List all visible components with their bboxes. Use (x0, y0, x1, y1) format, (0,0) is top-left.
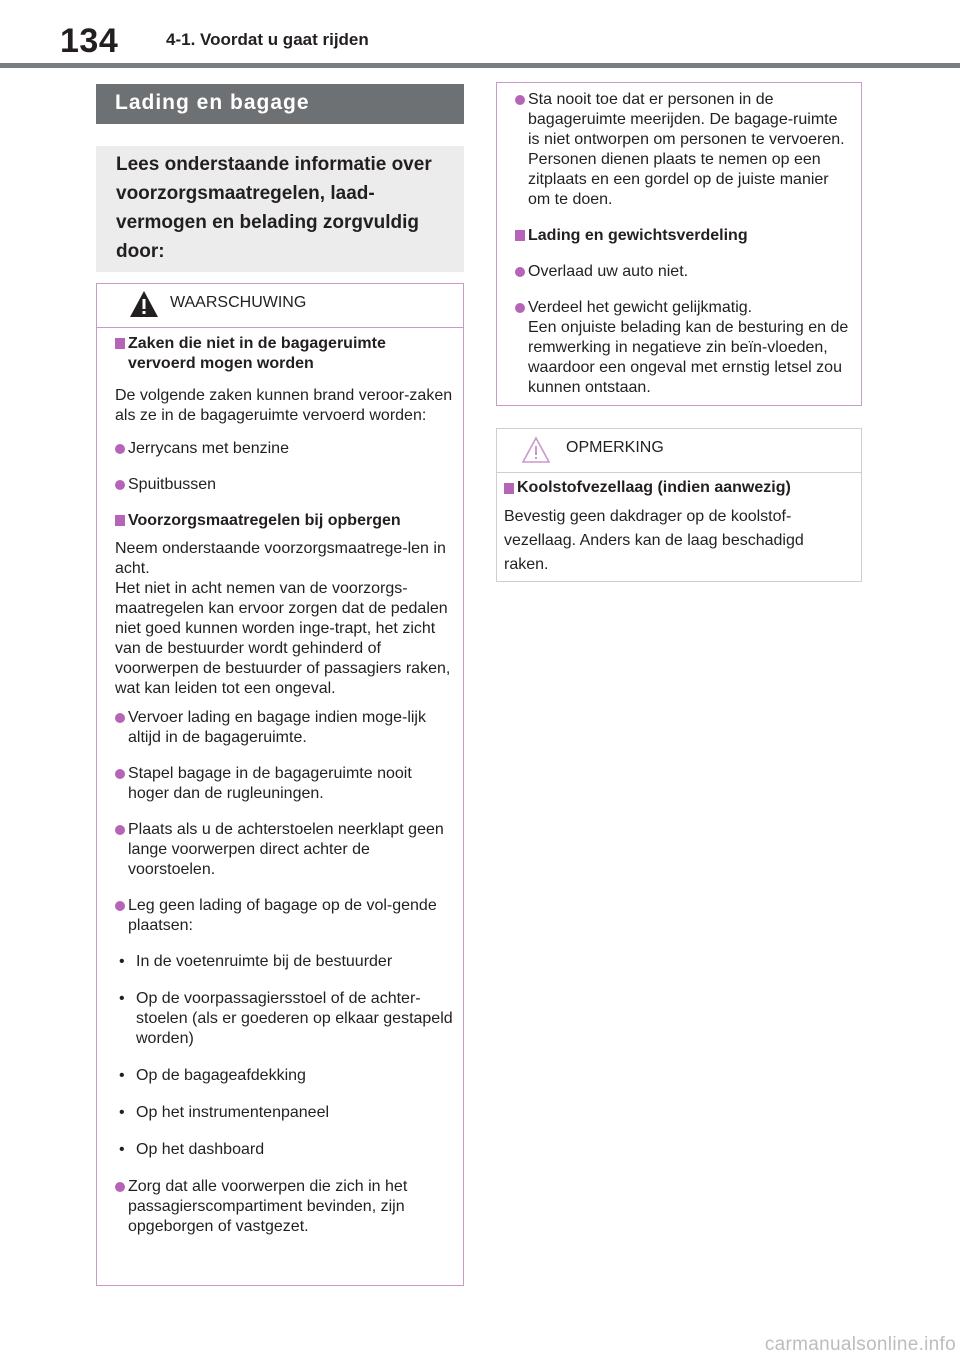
watermark: carmanualsonline.info (764, 1334, 956, 1355)
warning-triangle-icon (129, 290, 159, 318)
bullet-item: Sta nooit toe dat er personen in de bagageruimte meerijden. De bagage-ruimte is niet ontworpen om personen te vervoeren. Personen dienen plaats te nemen op een zitplaats en een gordel op de juiste manier om te doen. (515, 90, 851, 210)
warning-box (96, 283, 464, 1286)
warning-header (97, 284, 463, 328)
warning-body (97, 328, 463, 1237)
warning-continued-body (497, 83, 861, 398)
page-number: 134 (60, 22, 119, 60)
intro-text: Lees onderstaande informatie over voorzorgsmaatregelen, laad-vermogen en belading zorgvuldig door: (96, 146, 464, 272)
sub-bullet-item: • Op de voorpassagiersstoel of de achter-stoelen (als er goederen op elkaar gestapeld worden) (115, 989, 453, 1049)
bullet-item: Vervoer lading en bagage indien moge-lijk altijd in de bagageruimte. (115, 708, 453, 748)
warning-continued-box (496, 82, 862, 406)
sub-bullet-item: • Op de bagageafdekking (115, 1066, 453, 1086)
paragraph: Neem onderstaande voorzorgsmaatrege-len in acht. (115, 540, 446, 577)
note-box (496, 428, 862, 582)
bullet-item: Zorg dat alle voorwerpen die zich in het passagierscompartiment bevinden, zijn opgeborgen of vastgezet. (115, 1177, 453, 1237)
sub-bullet-item: • Op het dashboard (115, 1140, 453, 1160)
paragraph: Een onjuiste belading kan de besturing en de remwerking in negatieve zin beïn-vloeden, waardoor een ongeval met ernstig letsel zou kunnen ontstaan. (528, 319, 849, 396)
paragraph: De volgende zaken kunnen brand veroor-zaken als ze in de bagageruimte vervoerd worden: (115, 387, 453, 424)
sub-bullet-item: • Op het instrumentenpaneel (115, 1103, 453, 1123)
bullet-item: Overlaad uw auto niet. (515, 262, 851, 282)
note-body (497, 473, 861, 577)
warning-heading-items: Zaken die niet in de bagageruimte vervoerd mogen worden (115, 334, 453, 374)
note-title: OPMERKING (566, 439, 664, 456)
warning-heading-storage: Voorzorgsmaatregelen bij opbergen (115, 511, 453, 531)
sub-bullet-item: • In de voetenruimte bij de bestuurder (115, 952, 453, 972)
note-header (497, 429, 861, 473)
chapter-title: 4-1. Voordat u gaat rijden (166, 30, 369, 49)
bullet-item: Leg geen lading of bagage op de vol-gende plaatsen: (115, 896, 453, 936)
bullet-item: Jerrycans met benzine (115, 439, 453, 459)
caution-triangle-icon (521, 436, 551, 464)
warning-heading-distribution: Lading en gewichtsverdeling (515, 226, 851, 246)
note-heading: Koolstofvezellaag (indien aanwezig) (504, 479, 851, 497)
bullet-item: Plaats als u de achterstoelen neerklapt geen lange voorwerpen direct achter de voorstoelen. (115, 820, 453, 880)
paragraph: Het niet in acht nemen van de voorzorgs-maatregelen kan ervoor zorgen dat de pedalen niet goed kunnen worden inge-trapt, het zicht van de bestuurder wordt gehinderd of voorwerpen de bestuurder of passagiers raken, wat kan leiden tot een ongeval. (115, 580, 451, 697)
bullet-item: Stapel bagage in de bagageruimte nooit hoger dan de rugleuningen. (115, 764, 453, 804)
bullet-item: Verdeel het gewicht gelijkmatig. (515, 298, 851, 318)
bullet-item: Spuitbussen (115, 475, 453, 495)
warning-title: WAARSCHUWING (170, 294, 307, 311)
header-rule (0, 63, 960, 68)
paragraph: Bevestig geen dakdrager op de koolstof-vezellaag. Anders kan de laag beschadigd raken. (504, 508, 804, 573)
section-title: Lading en bagage (96, 84, 464, 124)
